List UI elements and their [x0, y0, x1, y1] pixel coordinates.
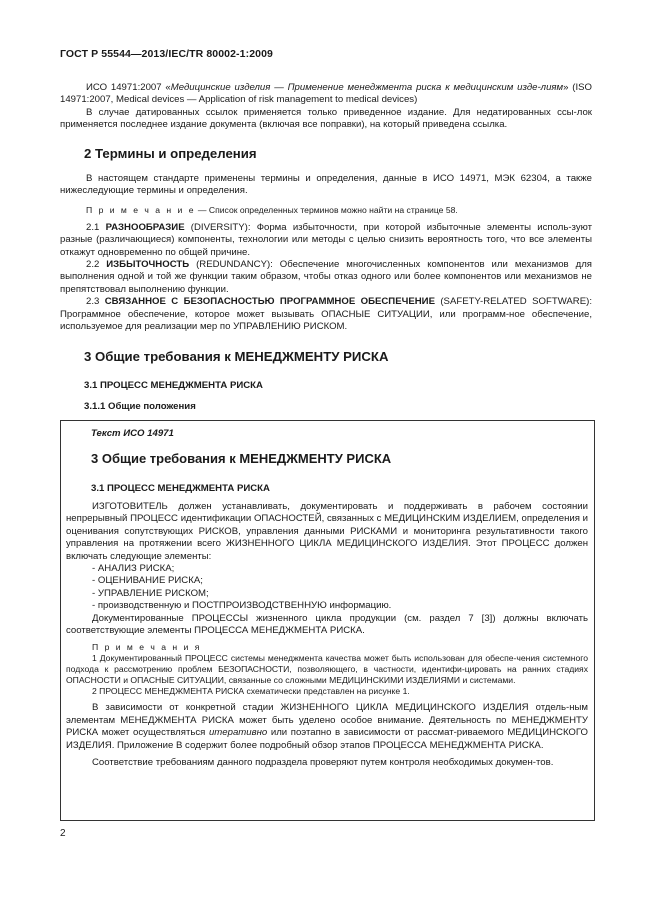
term-redundancy	[60, 259, 592, 296]
page-header: ГОСТ Р 55544—2013/IEC/TR 80002-1:2009	[60, 48, 273, 60]
section-3-heading: 3 Общие требования к МЕНЕДЖМЕНТУ РИСКА	[84, 349, 389, 364]
box-body	[65, 501, 588, 770]
term-diversity	[60, 222, 592, 259]
box-list-item: - ОЦЕНИВАНИЕ РИСКА;	[92, 575, 203, 587]
section-2-note	[60, 205, 592, 216]
term-safety-related-software	[60, 296, 592, 333]
term-number: 2.2	[86, 259, 107, 271]
p3-text-a: В зависимости от конкретной стадии ЖИЗНЕННОГО ЦИКЛА МЕДИЦИНСКОГО ИЗДЕЛИЯ отдель-ным элементам МЕНЕДЖМЕНТА РИСКА может быть уделено особое внимание. Деятельность по МЕНЕДЖМЕНТУ РИСКА может осуществляться	[66, 702, 588, 739]
iso-text-box	[60, 420, 595, 821]
box-list-item: - УПРАВЛЕНИЕ РИСКОМ;	[92, 587, 209, 599]
p3-text-b: или поэтапно в зависимости от рассмат-риваемого МЕДИЦИНСКОГО ИЗДЕЛИЯ. Приложение В содержит более подробный обзор этапов ПРОЦЕССА МЕНЕДЖМЕНТА РИСКА.	[66, 727, 589, 751]
box-heading: 3 Общие требования к МЕНЕДЖМЕНТУ РИСКА	[91, 451, 392, 466]
box-notes-label: П р и м е ч а н и я	[92, 642, 202, 653]
subsection-3-1-1-heading: 3.1.1 Общие положения	[84, 401, 196, 412]
dated-refs-paragraph: В случае датированных ссылок применяется только приведенное издание. Для недатированных ссы-лок применяется последнее издание документа (включая все поправки), на который приведена ссылка.	[60, 106, 592, 131]
p3-italic: итеративно	[208, 727, 268, 739]
term-definition: (SAFETY-RELATED SOFTWARE): Программное обеспечение, которое может вызывать ОПАСНЫЕ СИТУАЦИИ, или программ-ное обеспечение, используемое для реализации мер по УПРАВЛЕНИЮ РИСКОМ.	[60, 296, 592, 333]
term-number: 2.3	[86, 296, 105, 308]
box-note-2: 2 ПРОЦЕСС МЕНЕДЖМЕНТА РИСКА схематически представлен на рисунке 1.	[92, 686, 410, 697]
box-note-1: 1 Документированный ПРОЦЕСС системы менеджмента качества может быть использован для обеспе-чения системного подхода к рассмотрению проблем БЕЗОПАСНОСТИ, позволяющего, в частности, идентифи-цировать на ранних стадиях ОПАСНОСТИ и ОПАСНЫЕ СИТУАЦИИ, связанные со сложными МЕДИЦИНСКИМИ ИЗДЕЛИЯМИ и системами.	[66, 653, 588, 686]
section-2-heading: 2 Термины и определения	[84, 146, 257, 161]
box-list-item: - производственную и ПОСТПРОИЗВОДСТВЕННУЮ информацию.	[92, 600, 392, 612]
ref-lead: ИСО 14971:2007 «	[86, 82, 171, 93]
box-title: Текст ИСО 14971	[91, 428, 174, 439]
iso-reference	[60, 82, 592, 107]
normative-reference	[60, 82, 592, 132]
box-list-item: - АНАЛИЗ РИСКА;	[92, 563, 175, 575]
ref-tail: » (ISO 14971:2007, Medical devices — Application of risk management to medical devices)	[60, 82, 592, 106]
section-2-body	[60, 173, 592, 333]
box-paragraph-2: Документированные ПРОЦЕССЫ жизненного цикла продукции (см. раздел 7 [3]) должны включать соответствующие элементы ПРОЦЕССА МЕНЕДЖМЕНТА РИСКА.	[66, 612, 588, 637]
term-name: ИЗБЫТОЧНОСТЬ	[106, 259, 190, 271]
ref-title: Медицинские изделия — Применение менеджмента риска к медицинским изде-лиям	[170, 82, 564, 93]
box-subheading: 3.1 ПРОЦЕСС МЕНЕДЖМЕНТА РИСКА	[91, 483, 270, 494]
page-number: 2	[60, 828, 66, 839]
box-paragraph-3	[66, 702, 588, 752]
term-number: 2.1	[86, 221, 106, 233]
subsection-3-1-heading: 3.1 ПРОЦЕСС МЕНЕДЖМЕНТА РИСКА	[84, 380, 263, 391]
term-definition: (REDUNDANCY): Обеспечение многочисленных компонентов или механизмов для выполнения одной и той же функции таким образом, чтобы отказ одного или более компонентов или механизмов не препятствовал выполнению функции.	[60, 259, 592, 295]
term-definition: (DIVERSITY): Форма избыточности, при которой избыточные элементы исполь-зуют разные (различающиеся) компоненты, технологии или методы с целью снизить вероятность того, что все элементы откажут одновременно по общей причине.	[60, 221, 592, 258]
note-label: П р и м е ч а н и е	[86, 204, 196, 215]
box-paragraph-4: Соответствие требованиям данного подраздела проверяют путем контроля необходимых докумен-тов.	[92, 757, 554, 769]
section-2-intro: В настоящем стандарте применены термины и определения, данные в ИСО 14971, МЭК 62304, а также нижеследующие термины и определения.	[60, 173, 592, 197]
term-name: РАЗНООБРАЗИЕ	[105, 221, 185, 233]
box-paragraph-1: ИЗГОТОВИТЕЛЬ должен устанавливать, документировать и поддерживать в рабочем состоянии непрерывный ПРОЦЕСС идентификации ОПАСНОСТЕЙ, связанных с МЕДИЦИНСКИМ ИЗДЕЛИЕМ, определения и оценивания сопутствующих РИСКОВ, управления данными РИСКАМИ и мониторинга результативности такого управления на протяжении всего ЖИЗНЕННОГО ЦИКЛА МЕДИЦИНСКОГО ИЗДЕЛИЯ. Этот ПРОЦЕСС должен включать следующие элементы:	[66, 501, 588, 562]
note-text: — Список определенных терминов можно найти на странице 58.	[195, 204, 458, 215]
term-name: СВЯЗАННОЕ С БЕЗОПАСНОСТЬЮ ПРОГРАММНОЕ ОБЕСПЕЧЕНИЕ	[104, 296, 435, 308]
